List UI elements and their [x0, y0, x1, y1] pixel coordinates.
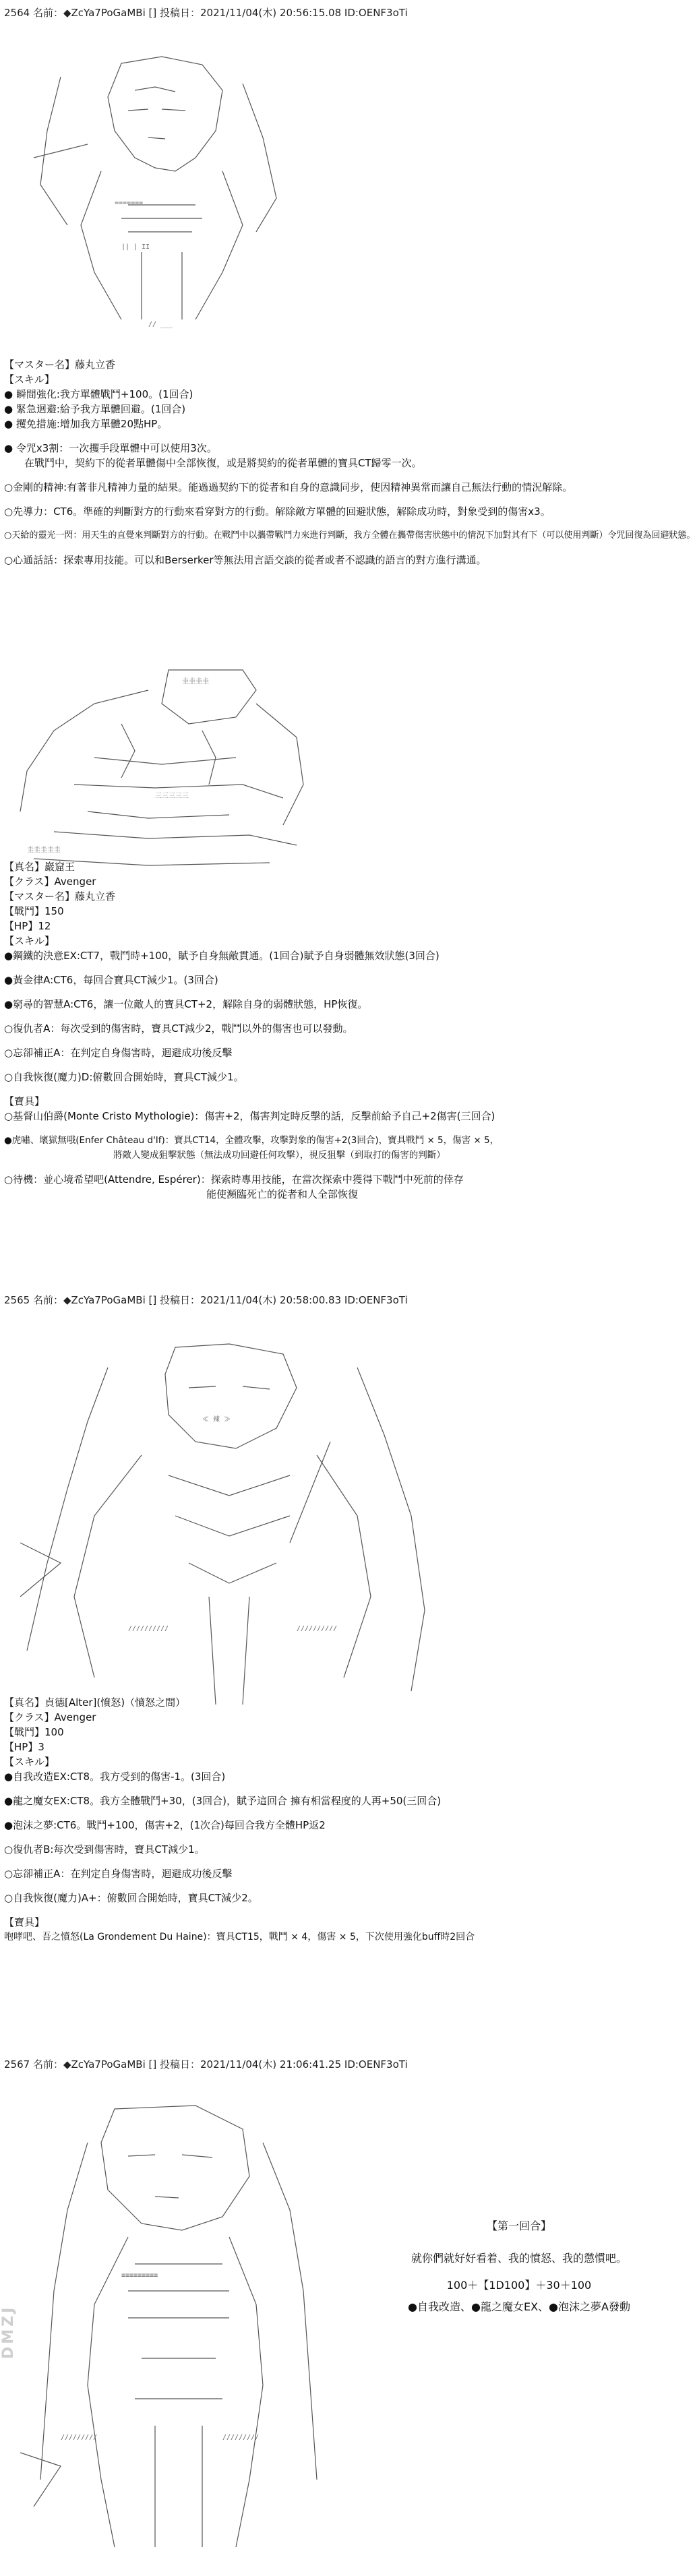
ascii-art-illustration-2: [13, 640, 310, 894]
ascii-art-illustration-3: [7, 1318, 445, 1740]
info-line: ○自我恢復(魔力)A+：俯數回合開始時，寶具CT減少2。: [4, 1892, 258, 1904]
spacer: [4, 1857, 475, 1866]
post-2565-info: [4, 1695, 475, 1944]
info-line: 【寶具】: [4, 1095, 45, 1107]
info-line: 【スキル】: [4, 1756, 55, 1768]
info-line: ● 攫免措施:增加我方單體20點HP。: [4, 418, 168, 430]
info-line: ○復仇者B:每次受到傷害時，寶具CT減少1。: [4, 1843, 205, 1856]
svg-text:=======: =======: [115, 199, 144, 207]
svg-text:圭圭圭圭: 圭圭圭圭: [182, 677, 209, 685]
info-line: ○忘卻補正A：在判定自身傷害時，迴避成功後反擊: [4, 1868, 233, 1880]
spacer: [4, 1084, 499, 1094]
post-header-2565: 2565 名前：◆ZcYa7PoGaMBi [] 投稿日：2021/11/04(木) 20:58:00.83 ID:OENF3oTi: [4, 1294, 408, 1306]
info-line: 在戰鬥中，契約下的從者單體傷中全部恢復，或是將契約的從者單體的寶具CT歸零一次。: [4, 457, 422, 469]
ascii-art-illustration-4: [20, 2079, 337, 2576]
round-line-2: 100＋【1D100】＋30＋100: [446, 2279, 592, 2292]
spacer: [4, 1163, 499, 1172]
round-line-1: 就你們就好好看着、我的憤怒、我的懲慣吧。: [411, 2252, 627, 2265]
spacer: [4, 431, 695, 441]
info-line: 【戰鬥】100: [4, 1726, 64, 1738]
svg-text:三三三三三: 三三三三三: [155, 792, 189, 800]
spacer: [4, 1808, 475, 1818]
round-title: 【第一回合】: [486, 2219, 551, 2232]
info-line: ●龍之魔女EX:CT8。我方全體戰鬥+30，(3回合)，賦予這回合 擁有相當程度的人再+50(三回合): [4, 1795, 442, 1807]
info-line: ● 令咒x3割：一次攫手段單體中可以使用3次。: [4, 442, 217, 454]
spacer: [4, 543, 695, 553]
spacer: [4, 987, 499, 997]
svg-text:≡≡≡≡≡≡≡≡≡: ≡≡≡≡≡≡≡≡≡: [121, 2271, 158, 2279]
svg-text://///////: /////////: [222, 2433, 260, 2441]
info-line: 【クラス】Avenger: [4, 1711, 96, 1723]
round-panel: [377, 2217, 661, 2316]
svg-text:// ___: // ___: [148, 320, 173, 328]
info-line: 【クラス】Avenger: [4, 876, 96, 888]
svg-text:圭圭圭圭圭: 圭圭圭圭圭: [27, 846, 61, 854]
info-line: 【HP】12: [4, 920, 51, 932]
info-line: 【マスター名】藤丸立香: [4, 359, 116, 371]
info-line: ○復仇者A：每次受到的傷害時，寶具CT減少2，戰鬥以外的傷害也可以發動。: [4, 1022, 353, 1035]
post-header-2567: 2567 名前：◆ZcYa7PoGaMBi [] 投稿日：2021/11/04(木) 21:06:41.25 ID:OENF3oTi: [4, 2058, 408, 2071]
info-line: ○自我恢復(魔力)D:俯數回合開始時，寶具CT減少1。: [4, 1071, 244, 1083]
info-line: 【スキル】: [4, 935, 55, 947]
spacer: [4, 1124, 499, 1133]
spacer: [4, 1060, 499, 1070]
watermark-logo: DMZJ: [0, 2304, 17, 2359]
ascii-art-illustration-1: [20, 27, 303, 355]
spacer: [4, 470, 695, 480]
round-line-3: ●自我改造、●龍之魔女EX、●泡沫之夢A發動: [408, 2300, 630, 2313]
info-line: 能使瀕臨死亡的從者和人全部恢復: [4, 1188, 359, 1200]
svg-text:|| | II: || | II: [121, 243, 150, 251]
info-line: 【スキル】: [4, 373, 55, 386]
info-line: 【真名】巖窟王: [4, 861, 75, 873]
info-line: ●自我改造EX:CT8。我方受到的傷害-1。(3回合): [4, 1771, 226, 1783]
spacer: [4, 495, 695, 504]
spacer: [377, 2235, 661, 2250]
info-line: 【戰鬥】150: [4, 905, 64, 917]
svg-text://////////: //////////: [128, 1624, 169, 1632]
info-line: 【HP】3: [4, 1741, 44, 1753]
spacer: [4, 1881, 475, 1891]
post-2564-info: [4, 357, 695, 568]
info-line: ○忘卻補正A：在判定自身傷害時，迴避成功後反擊: [4, 1047, 233, 1059]
svg-text://////////: //////////: [297, 1624, 338, 1632]
spacer: [4, 1905, 475, 1915]
info-line: ○金剛的精神:有著非凡精神力量的結果。能過過契約下的從者和自身的意識同步，使因精神異常而讓自己無法行動的情況解除。: [4, 481, 573, 493]
info-line: 【寶具】: [4, 1916, 45, 1928]
info-line: ●虎嘯、壞獄無哦(Enfer Château d'If)：寶具CT14，全體攻擊，攻擊對象的傷害+2(3回合)，寶具戰鬥 × 5，傷害 × 5，: [4, 1135, 500, 1146]
info-line: ○先導力：CT6。準確的判斷對方的行動來看穿對方的行動。解除敵方單體的回避狀態，解除成功時，對象受到的傷害x3。: [4, 505, 551, 518]
info-line: ○天給的靈光一閃：用天生的直覺來判斷對方的行動。在戰鬥中以攜帶戰鬥力來進行判斷，我方全體在攜帶傷害狀態中的情況下加對其有下（可以使用判斷）令咒回復為回避狀態。: [4, 530, 695, 541]
svg-text:≪ 辣 ≫: ≪ 辣 ≫: [202, 1415, 231, 1423]
info-line: ○待機：並心境希望吧(Attendre, Espérer)：探索時專用技能，在當次探索中獲得下戰鬥中死前的倖存: [4, 1173, 464, 1186]
post-header-2564: 2564 名前：◆ZcYa7PoGaMBi [] 投稿日：2021/11/04(木) 20:56:15.08 ID:OENF3oTi: [4, 7, 408, 19]
info-line: ● 瞬間強化:我方單體戰鬥+100。(1回合): [4, 388, 193, 400]
spacer: [4, 1012, 499, 1021]
info-line: ○心通話話：探索專用技能。可以和Berserker等無法用言語交談的從者或者不認識的語言的對方進行溝通。: [4, 554, 487, 566]
info-line: 【マスター名】藤丸立香: [4, 890, 116, 902]
spacer: [377, 2267, 661, 2277]
spacer: [4, 963, 499, 973]
spacer: [4, 1833, 475, 1842]
info-line: ● 緊急迴避:給予我方單體回避。(1回合): [4, 403, 186, 415]
info-line: 咆哮吧、吾之憤怒(La Grondement Du Haine)：寶具CT15，戰鬥 × 4，傷害 × 5，下次使用強化buff時2回合: [4, 1932, 475, 1942]
info-line: ●鋼鐵的決意EX:CT7，戰鬥時+100，賦予自身無敵貫通。(1回合)賦予自身弱體無效狀態(3回合): [4, 950, 440, 962]
spacer: [4, 1036, 499, 1045]
info-line: ●泡沫之夢:CT6。戰鬥+100，傷害+2，(1次合)每回合我方全體HP返2: [4, 1819, 326, 1831]
spacer: [4, 519, 695, 528]
info-line: 將敵人變成狙擊狀態（無法成功回避任何攻擊），視反狙擊（到取打的傷害的判斷）: [4, 1150, 446, 1161]
info-line: ○基督山伯爵(Monte Cristo Mythologie)：傷害+2，傷害判定時反擊的話，反擊前給予自己+2傷害(三回合): [4, 1110, 495, 1122]
post-avenger-info: [4, 859, 499, 1202]
info-line: ●黃金律A:CT6，每回合寶具CT減少1。(3回合): [4, 974, 218, 986]
info-line: ●窮尋的智慧A:CT6，讓一位敵人的寶具CT+2，解除自身的弱體狀態，HP恢復。: [4, 998, 368, 1010]
spacer: [4, 1784, 475, 1793]
info-line: 【真名】貞德[Alter](憤怒)（憤怒之間）: [4, 1696, 186, 1709]
svg-text://///////: /////////: [61, 2433, 98, 2441]
